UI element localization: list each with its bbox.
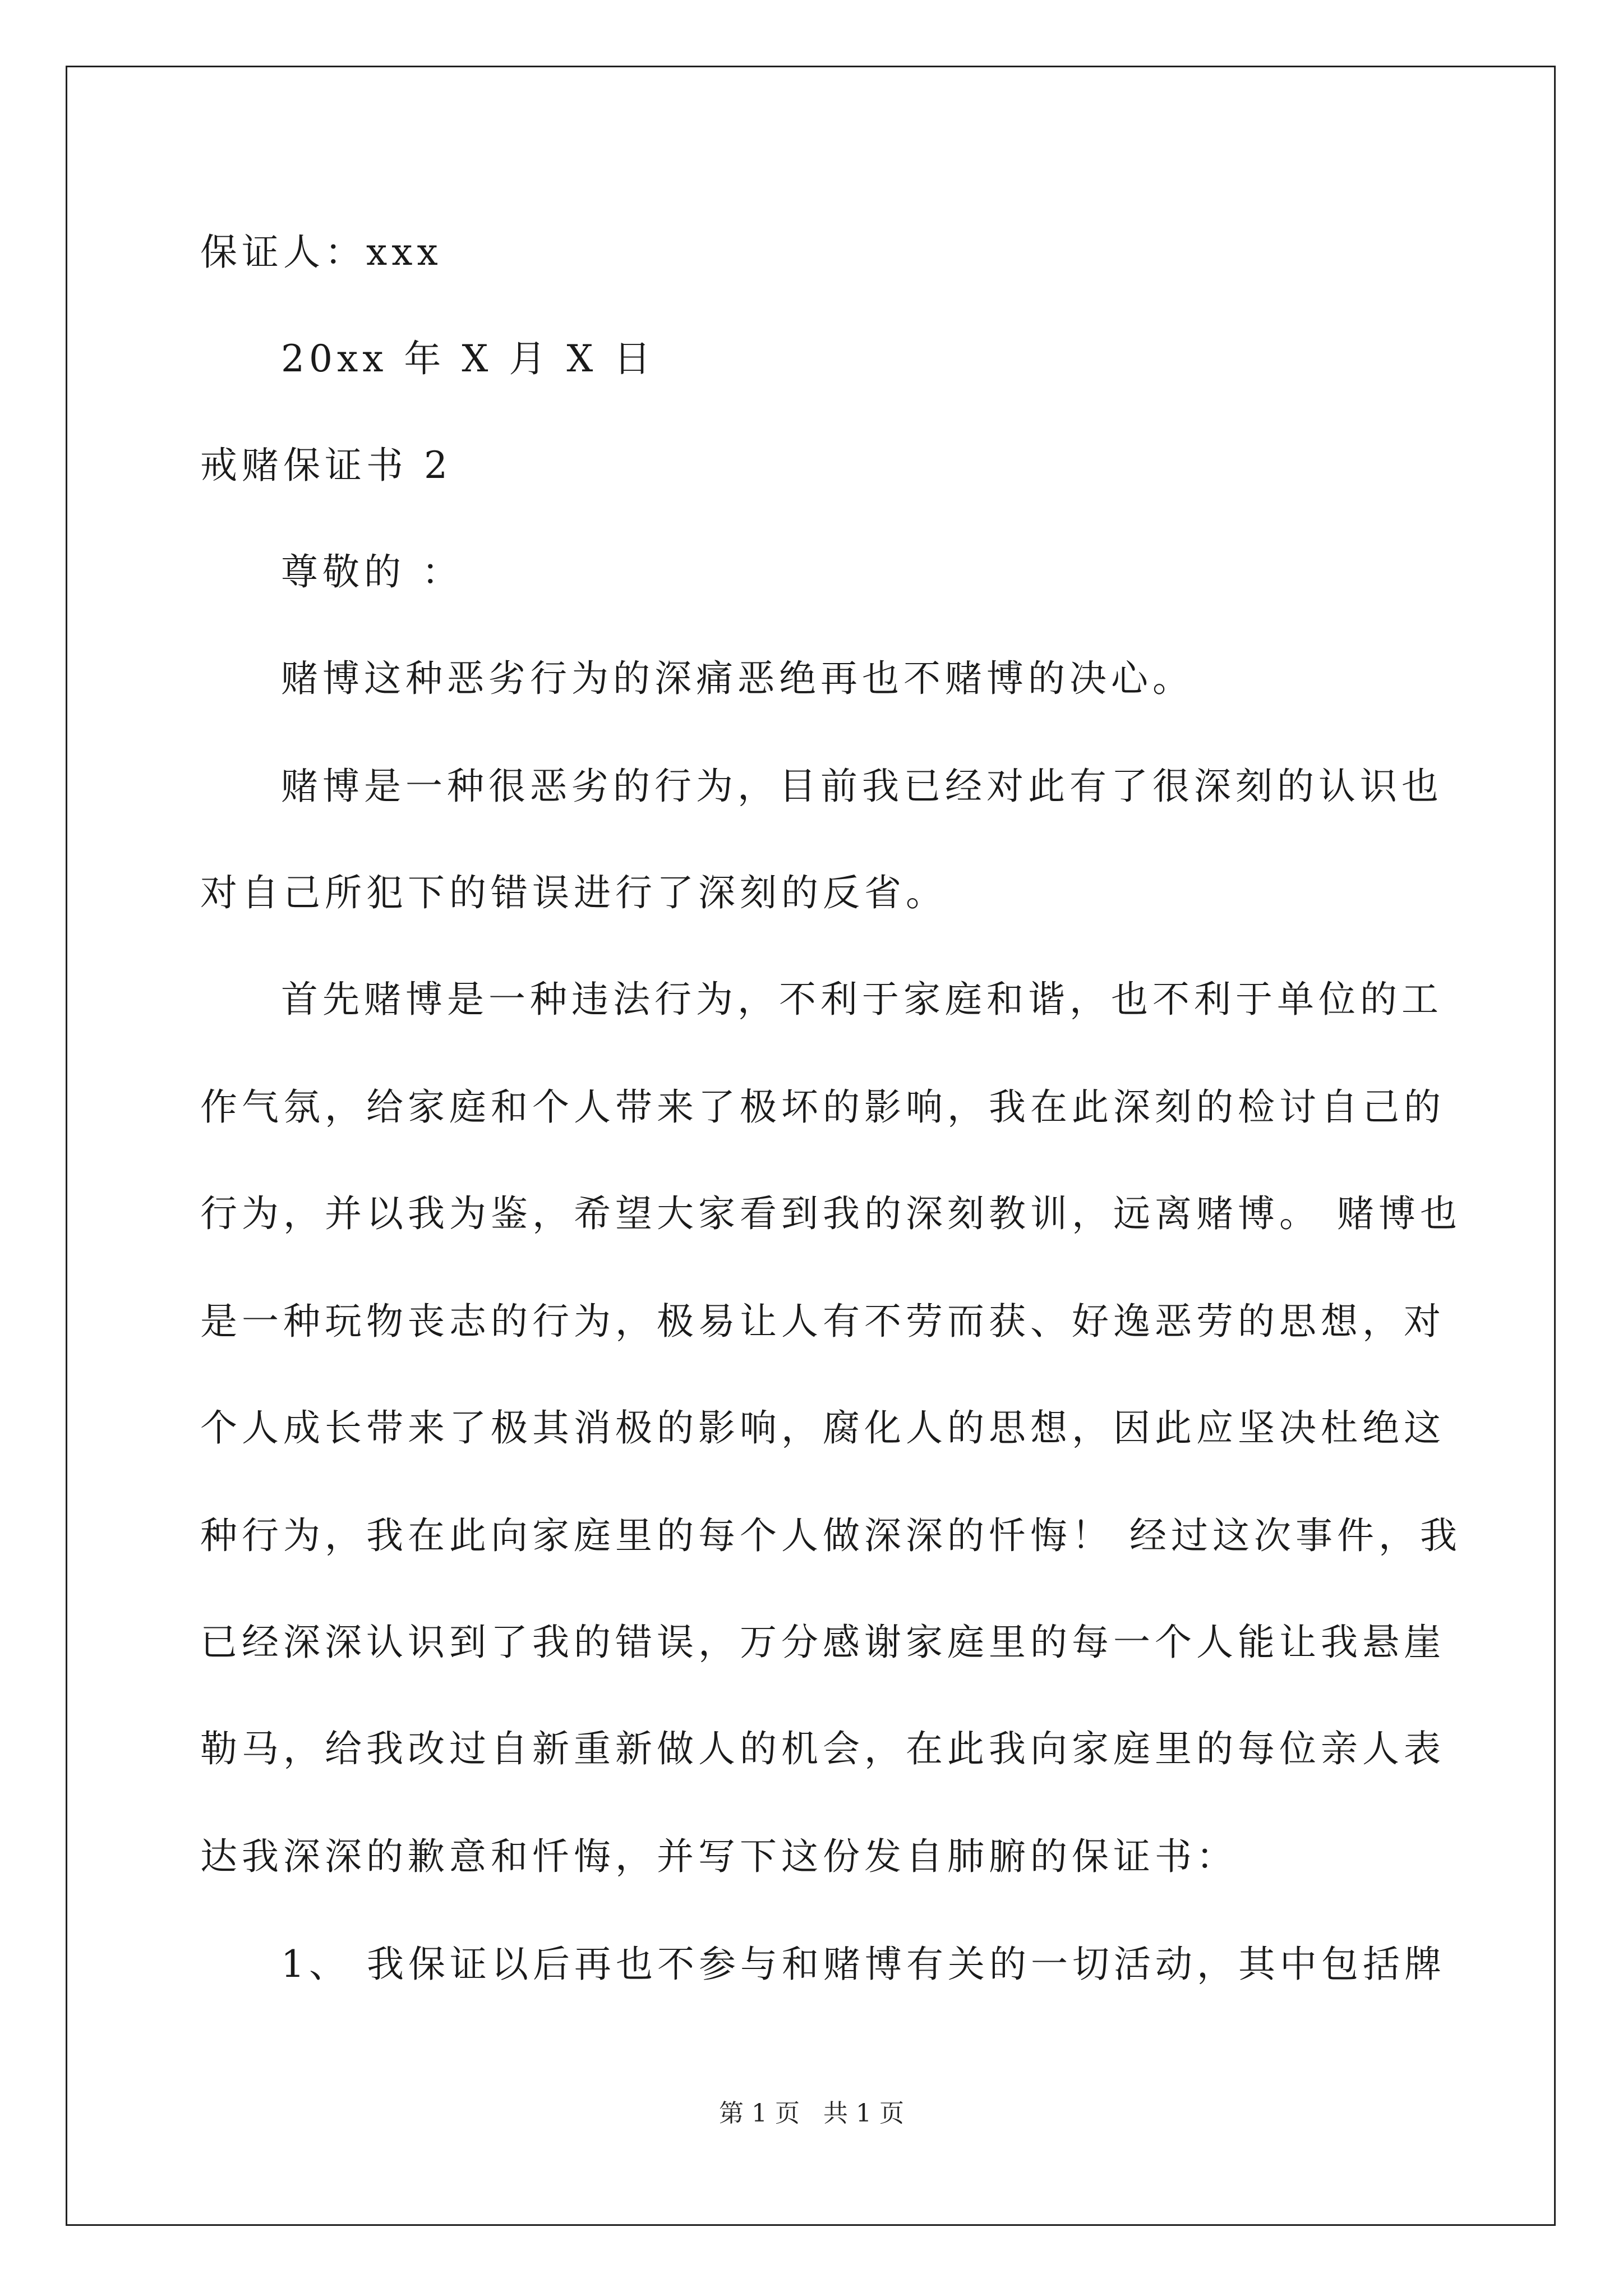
date-line: 20xx 年 X 月 X 日 [281,337,656,380]
signer-line: 保证人：xxx [200,231,442,274]
paragraph-line: 赌博这种恶劣行为的深痛恶绝再也不赌博的决心。 [281,657,1194,700]
paragraph-line: 作气氛，给家庭和个人带来了极坏的影响，我在此深刻的检讨自己的 [200,1085,1445,1129]
page-footer [0,2098,1623,2129]
paragraph-line: 勒马，给我改过自新重新做人的机会，在此我向家庭里的每位亲人表 [200,1727,1445,1770]
paragraph-line: 个人成长带来了极其消极的影响，腐化人的思想，因此应坚决杜绝这 [200,1406,1445,1450]
paragraph-line: 达我深深的歉意和忏悔，并写下这份发自肺腑的保证书： [200,1835,1238,1878]
page-total: 共 1 页 [823,2099,904,2128]
paragraph-line: 首先赌博是一种违法行为，不利于家庭和谐，也不利于单位的工 [281,978,1443,1021]
page-border [66,66,1556,2226]
paragraph-line: 已经深深认识到了我的错误，万分感谢家庭里的每一个人能让我悬崖 [200,1621,1445,1664]
salutation: 尊敬的 ： [281,550,463,593]
paragraph-line: 行为，并以我为鉴，希望大家看到我的深刻教训，远离赌博。 赌博也 [200,1192,1461,1235]
paragraph-line: 对自己所犯下的错误进行了深刻的反省。 [200,871,947,914]
paragraph-line: 是一种玩物丧志的行为，极易让人有不劳而获、好逸恶劳的思想，对 [200,1300,1445,1343]
paragraph-line: 赌博是一种很恶劣的行为，目前我已经对此有了很深刻的认识也 [281,765,1443,808]
page-number: 第 1 页 [719,2099,800,2128]
paragraph-line: 种行为，我在此向家庭里的每个人做深深的忏悔！ 经过这次事件，我 [200,1514,1461,1557]
document-title: 戒赌保证书 2 [200,444,452,487]
list-item-line: 1、 我保证以后再也不参与和赌博有关的一切活动，其中包括牌 [281,1943,1446,1986]
